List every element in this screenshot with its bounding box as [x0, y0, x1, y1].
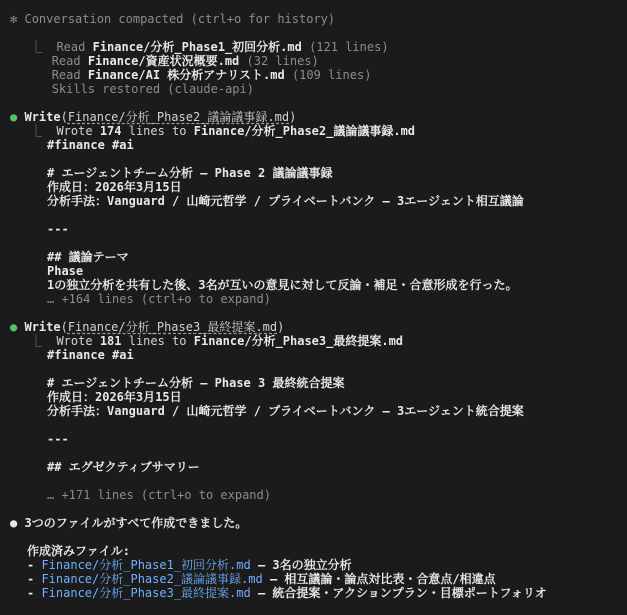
restored-read-2: Read Finance/資産状況概要.md (32 lines) [51, 54, 319, 68]
w1-line-3: 作成日：2026年3月15日 [47, 180, 182, 194]
write-call-1[interactable]: ● Write(Finance/分析_Phase2_議論議事録.md) [10, 110, 297, 124]
w1-line-10: 1の独立分析を共有した後、3名が互いの意見に対して反論・補足・合意形成を行った。 [47, 278, 518, 292]
w1-expand-hint[interactable]: … +164 lines (ctrl+o to expand) [47, 292, 271, 306]
w1-line-9: Phase [47, 264, 84, 278]
restored-skills: Skills restored (claude-api) [51, 82, 254, 96]
file-item-2: - Finance/分析_Phase2_議論議事録.md — 相互議論・論点対比表・合意点/相違点 [27, 572, 496, 586]
file-link[interactable]: Finance/分析_Phase3_最終提案.md [41, 586, 251, 600]
success-dot-icon: ● [10, 320, 18, 334]
w1-line-4: 分析手法：Vanguard / 山崎元哲学 / プライベートバンク — 3エージェント相互議論 [47, 194, 524, 208]
write-result-1: ⎿ Wrote 174 lines to Finance/分析_Phase2_議論議事録.md [30, 124, 416, 138]
summary-message: ● 3つのファイルがすべて作成できました。 [10, 516, 248, 530]
sparkle-icon: ✻ [10, 12, 18, 26]
restored-read-1: ⎿ Read Finance/分析_Phase1_初回分析.md (121 lines) [30, 40, 389, 54]
write-call-2[interactable]: ● Write(Finance/分析_Phase3_最終提案.md) [10, 320, 285, 334]
w2-line-0: #finance #ai [47, 348, 134, 362]
w1-line-6: --- [47, 222, 69, 236]
file-item-3: - Finance/分析_Phase3_最終提案.md — 統合提案・アクションプラン・目標ポートフォリオ [27, 586, 547, 600]
file-link[interactable]: Finance/分析_Phase1_初回分析.md [41, 558, 251, 572]
w2-line-6: --- [47, 432, 69, 446]
w2-line-3: 作成日：2026年3月15日 [47, 390, 182, 404]
w2-expand-hint[interactable]: … +171 lines (ctrl+o to expand) [47, 488, 271, 502]
restored-read-3: Read Finance/AI 株分析アナリスト.md (109 lines) [51, 68, 372, 82]
w2-line-4: 分析手法：Vanguard / 山崎元哲学 / プライベートバンク — 3エージェント統合提案 [47, 404, 524, 418]
w2-line-8: ## エグゼクティブサマリー [47, 460, 200, 474]
w1-line-8: ## 議論テーマ [47, 250, 129, 264]
compacted-notice: ✻ Conversation compacted (ctrl+o for history) [10, 12, 336, 26]
file-item-1: - Finance/分析_Phase1_初回分析.md — 3名の独立分析 [27, 558, 352, 572]
w1-line-0: #finance #ai [47, 138, 134, 152]
w2-line-2: # エージェントチーム分析 — Phase 3 最終統合提案 [47, 376, 345, 390]
success-dot-icon: ● [10, 110, 18, 124]
bullet-icon: ● [10, 516, 18, 530]
file-link[interactable]: Finance/分析_Phase2_議論議事録.md [41, 572, 263, 586]
files-title: 作成済みファイル: [27, 544, 130, 558]
write-result-2: ⎿ Wrote 181 lines to Finance/分析_Phase3_最終提案.md [30, 334, 404, 348]
w1-line-2: # エージェントチーム分析 — Phase 2 議論議事録 [47, 166, 333, 180]
